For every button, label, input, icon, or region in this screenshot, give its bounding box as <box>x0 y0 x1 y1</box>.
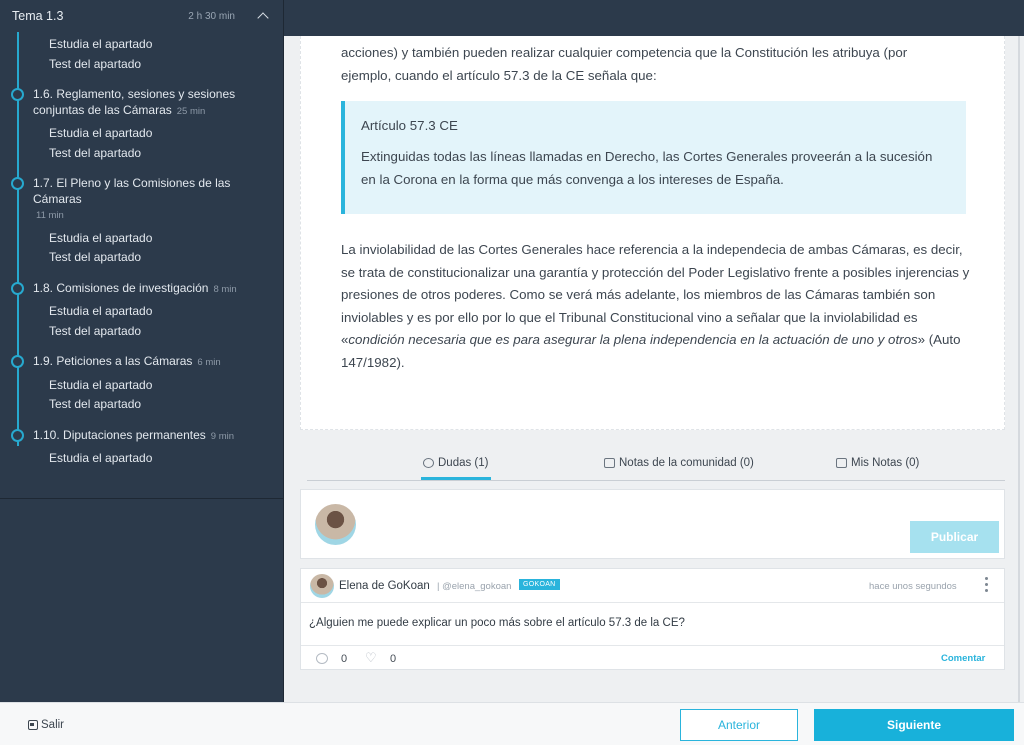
next-button[interactable]: Siguiente <box>814 709 1014 741</box>
section-title: 1.9. Peticiones a las Cámaras <box>33 354 193 368</box>
comment-button[interactable]: Comentar <box>941 653 986 664</box>
comment-handle: | @elena_gokoan <box>437 581 512 592</box>
sidebar-item-study[interactable]: Estudia el apartado <box>49 126 153 140</box>
section-duration: 25 min <box>176 105 206 117</box>
intro-line: ejemplo, cuando el artículo 57.3 de la CE señala que: <box>341 67 657 83</box>
section-duration: 11 min <box>36 210 64 221</box>
exit-button[interactable] <box>28 719 64 731</box>
sidebar-item-test[interactable]: Test del apartado <box>49 397 142 411</box>
notebook-icon <box>604 458 615 468</box>
article-quote <box>341 101 966 214</box>
sidebar-section[interactable] <box>0 428 283 445</box>
tab-label: Mis Notas (0) <box>851 457 920 469</box>
section-duration: 9 min <box>210 430 235 442</box>
sidebar-item-test[interactable]: Test del apartado <box>49 145 142 160</box>
reply-icon[interactable] <box>316 653 328 664</box>
sidebar-item-test[interactable]: Test del apartado <box>49 56 142 71</box>
previous-button[interactable]: Anterior <box>680 709 798 741</box>
publish-button[interactable]: Publicar <box>910 521 999 553</box>
progress-dot-icon <box>11 88 24 101</box>
section-title: 1.10. Diputaciones permanentes <box>33 427 206 442</box>
body-end: » (Auto 147/1982). <box>341 332 961 370</box>
table-of-contents <box>0 32 283 469</box>
section-title: 1.6. Reglamento, sesiones y sesiones conjuntas de las Cámaras <box>33 87 236 117</box>
section-title: 1.8. Comisiones de investigación <box>33 280 209 295</box>
sidebar-item-study[interactable]: Estudia el apartado <box>49 451 153 465</box>
sidebar-section[interactable] <box>0 176 283 224</box>
avatar[interactable] <box>310 574 334 598</box>
bottom-bar <box>0 702 1024 745</box>
comment-footer <box>301 645 1004 670</box>
chat-icon <box>423 458 434 468</box>
like-count: 0 <box>390 653 397 665</box>
sidebar-item-test[interactable]: Test del apartado <box>49 323 142 338</box>
exit-icon <box>28 720 38 730</box>
discussion-tabs <box>307 453 1005 481</box>
more-options-icon[interactable] <box>985 577 989 595</box>
sidebar-item-test[interactable]: Test del apartado <box>49 250 142 264</box>
chevron-up-icon[interactable] <box>257 10 269 22</box>
article-intro <box>341 42 971 87</box>
topic-duration: 2 h 30 min <box>188 10 235 22</box>
exit-label: Salir <box>41 719 65 731</box>
body-text: La inviolabilidad de las Cortes Generales hace referencia a la independecia de ambas Cámaras, es decir, se trata de constitucionalizar una garantía y protección del Poder Legislativo frente a posibles injerencias y presiones de otros poderes. Como se verá más adelante, los miembros de las Cámaras también son inviolables y es por ello por lo que el Tribunal Constitucional vino a señalar que la inviolabilidad es « <box>341 242 970 347</box>
tab-dudas[interactable] <box>423 457 489 469</box>
section-duration: 6 min <box>197 357 221 368</box>
sidebar-item-study[interactable]: Estudia el apartado <box>49 37 153 51</box>
comment-card <box>300 568 1005 670</box>
tab-label: Notas de la comunidad (0) <box>619 457 754 469</box>
sidebar-item-study[interactable]: Estudia el apartado <box>49 304 153 318</box>
progress-dot-icon <box>11 355 24 368</box>
top-bar <box>284 0 1024 36</box>
sidebar-section[interactable] <box>0 354 283 371</box>
comment-time: hace unos segundos <box>869 581 957 592</box>
section-title: 1.7. El Pleno y las Comisiones de las Cámaras <box>33 176 231 206</box>
article-body <box>341 239 971 374</box>
comment-composer[interactable] <box>300 489 1005 559</box>
article-content <box>300 36 1005 430</box>
tab-notas-comunidad[interactable] <box>604 457 754 469</box>
heart-icon[interactable]: ♡ <box>365 650 377 665</box>
notebook-icon <box>836 458 847 468</box>
body-italic: condición necesaria que es para asegurar la plena independencia en la actuación de uno y otros <box>348 332 918 347</box>
sidebar-header[interactable] <box>0 0 283 32</box>
comment-author[interactable]: Elena de GoKoan <box>339 580 430 592</box>
sidebar-section[interactable] <box>0 87 283 119</box>
progress-dot-icon <box>11 282 24 295</box>
progress-dot-icon <box>11 177 24 190</box>
tab-mis-notas[interactable] <box>836 457 919 469</box>
quote-text: Extinguidas todas las líneas llamadas en Derecho, las Cortes Generales proveerán a la sucesión en la Corona en la forma que más convenga a los intereses de España. <box>361 149 933 187</box>
sidebar-section[interactable] <box>0 281 283 298</box>
sidebar-item-study[interactable]: Estudia el apartado <box>49 377 153 392</box>
sidebar-divider <box>0 498 284 499</box>
reply-count: 0 <box>341 653 348 665</box>
scrollbar[interactable] <box>1018 36 1020 702</box>
tab-label: Dudas (1) <box>438 457 489 469</box>
topic-title: Tema 1.3 <box>12 9 64 23</box>
comment-text: ¿Alguien me puede explicar un poco más sobre el artículo 57.3 de la CE? <box>309 617 685 629</box>
comment-header <box>301 569 1004 603</box>
sidebar <box>0 0 284 702</box>
intro-line: acciones) y también pueden realizar cualquier competencia que la Constitución les atribuya (por <box>341 45 908 60</box>
sidebar-item-study[interactable]: Estudia el apartado <box>49 230 153 245</box>
author-badge: GOKOAN <box>519 579 560 590</box>
avatar <box>315 504 356 545</box>
quote-title: Artículo 57.3 CE <box>361 118 458 133</box>
section-duration: 8 min <box>213 283 237 295</box>
progress-dot-icon <box>11 429 24 442</box>
